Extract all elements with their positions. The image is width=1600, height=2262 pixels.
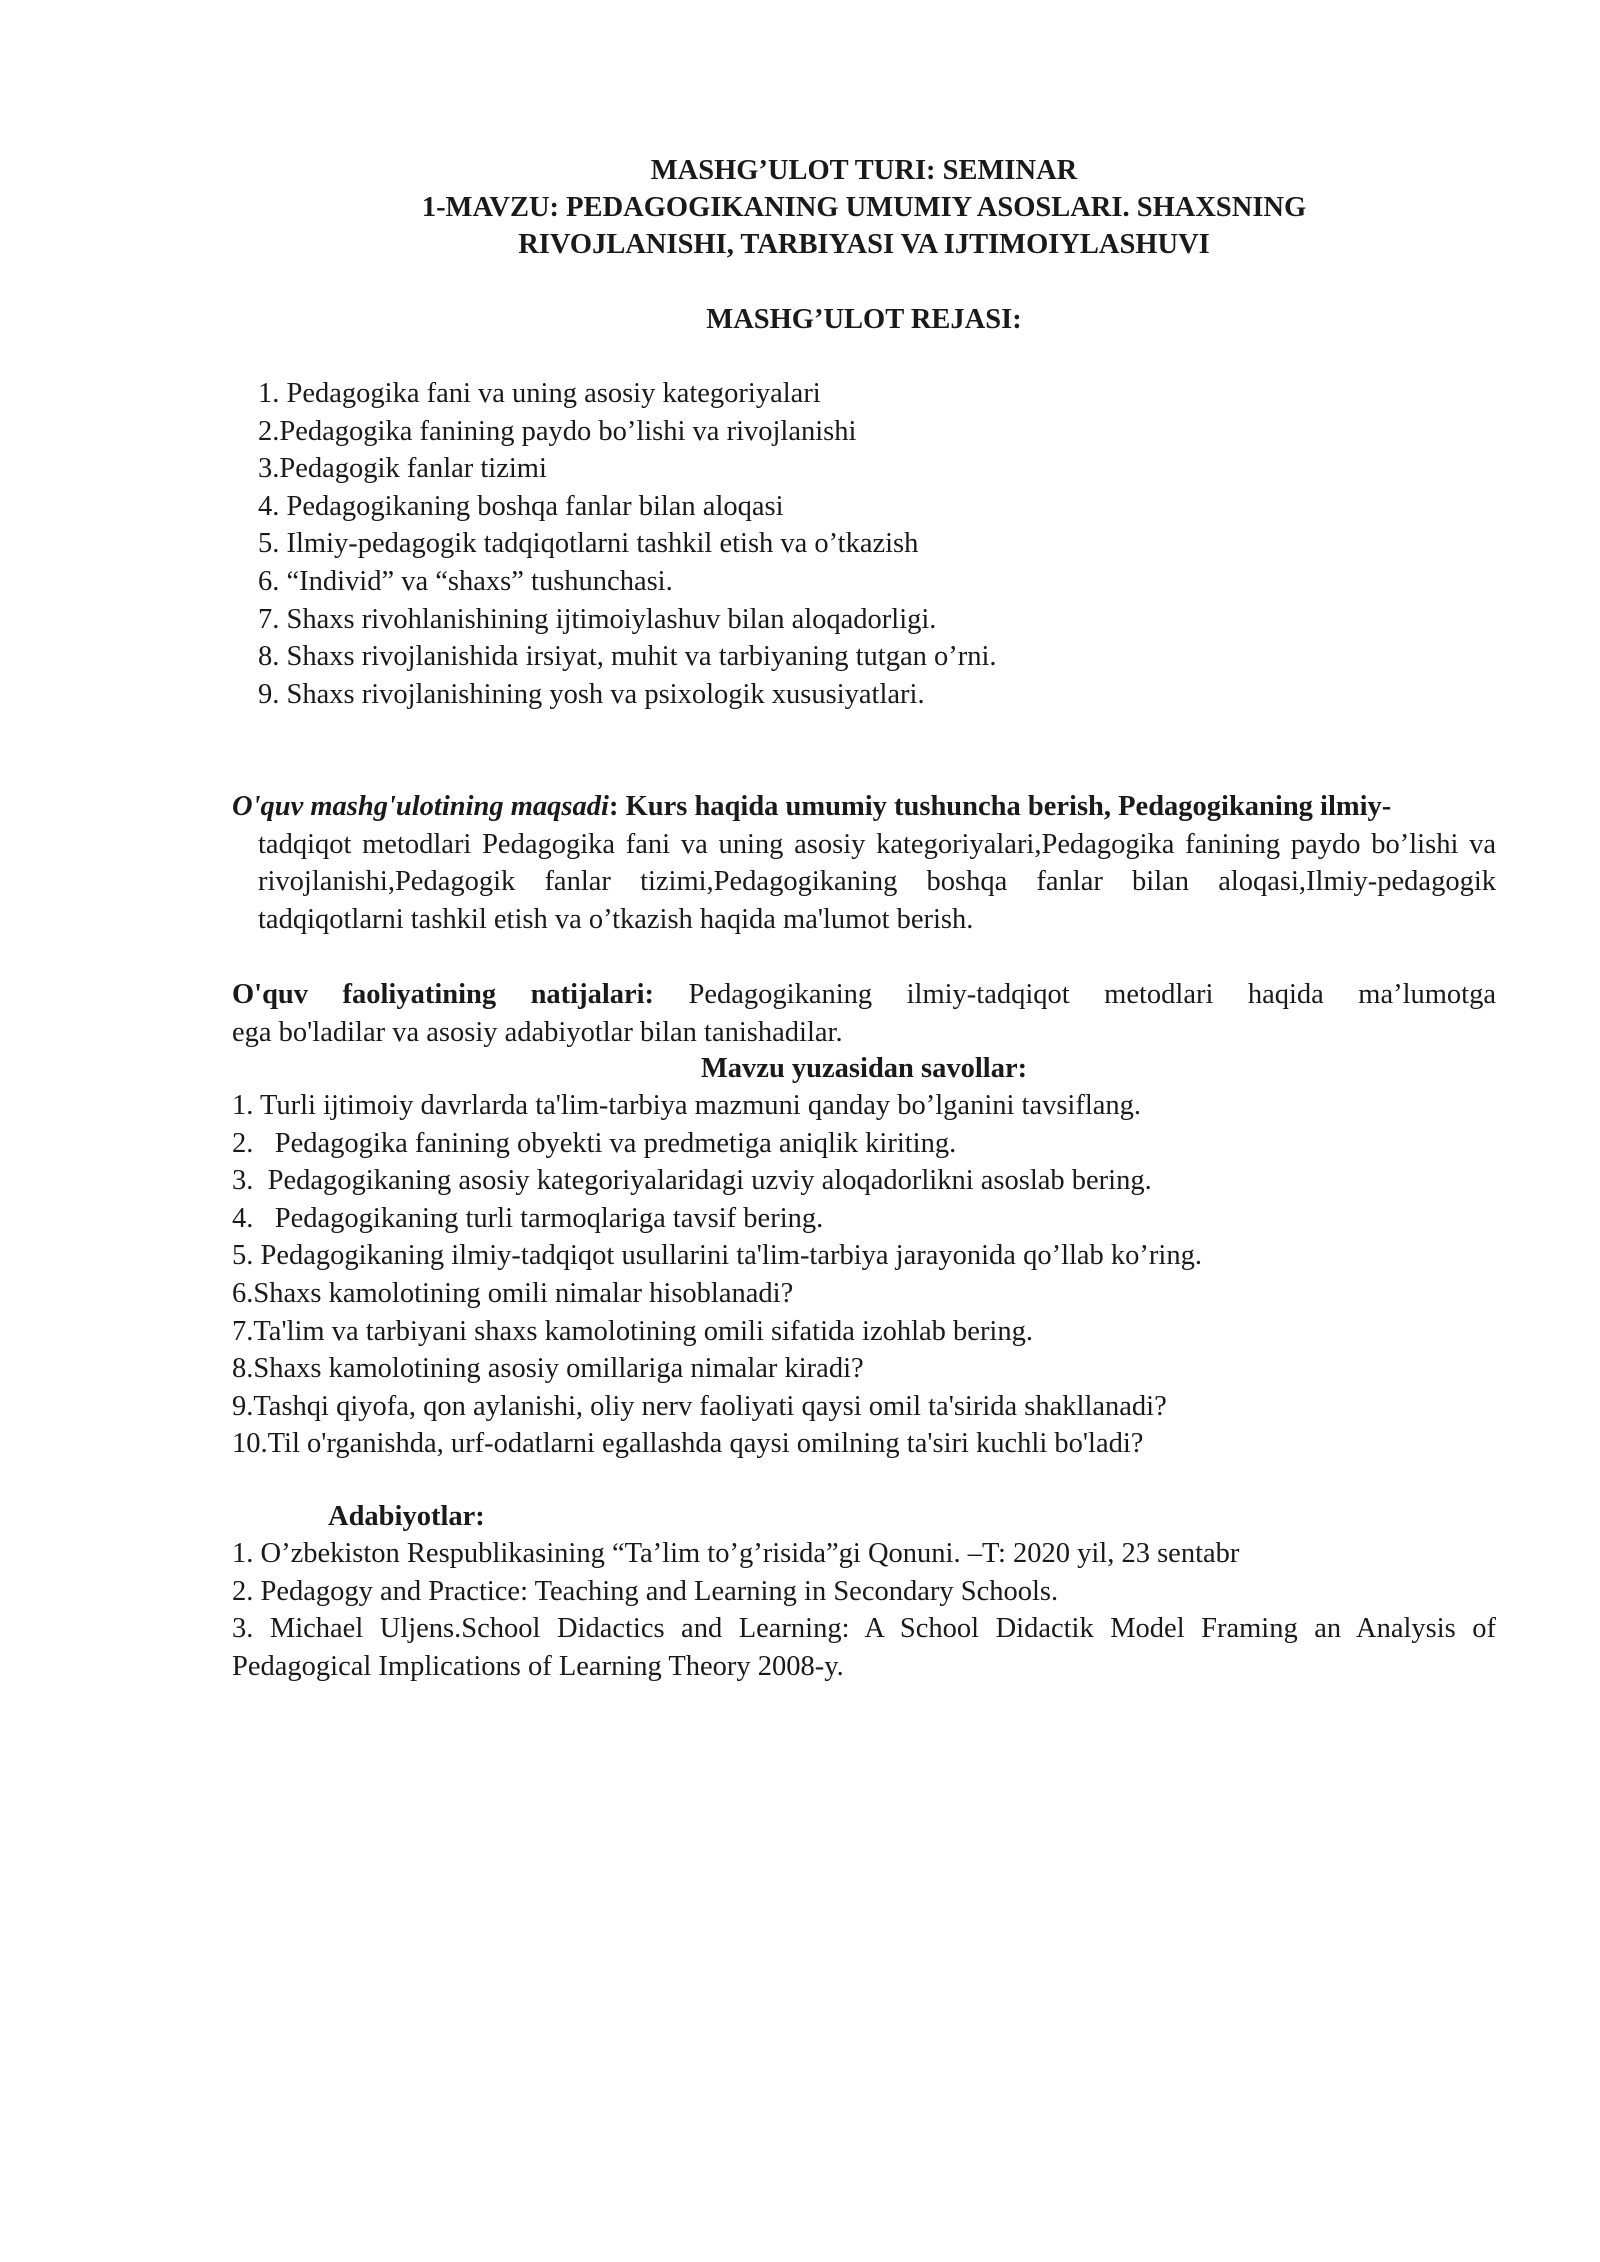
literature-item: 2. Pedagogy and Practice: Teaching and Learning in Secondary Schools.	[232, 1575, 1059, 1607]
goal-label: O'quv mashg'ulotining maqsadi	[232, 791, 609, 822]
literature-item: 3. Michael Uljens.School Didactics and Learning: A School Didactik Model Framing an Analysis of Pedagogical Implications of Learning Theory 2008-y.	[232, 1613, 1496, 1682]
plan-heading: MASHG’ULOT REJASI:	[706, 304, 1022, 335]
title-line-3: RIVOJLANISHI, TARBIYASI VA IJTIMOIYLASHUVI	[518, 229, 1210, 260]
goal-heading-paragraph	[232, 788, 1496, 826]
plan-item: 4. Pedagogikaning boshqa fanlar bilan aloqasi	[258, 490, 784, 522]
results-line-2: ega bo'ladilar va asosiy adabiyotlar bilan tanishadilar.	[232, 1016, 843, 1048]
plan-item: 6. “Individ” va “shaxs” tushunchasi.	[258, 565, 673, 597]
literature-list	[232, 1535, 1496, 1685]
plan-item: 1. Pedagogika fani va uning asosiy kategoriyalari	[258, 378, 821, 409]
questions-list	[232, 1087, 1202, 1463]
question-item: 7.Ta'lim va tarbiyani shaxs kamolotining omili sifatida izohlab bering.	[232, 1315, 1033, 1347]
questions-heading: Mavzu yuzasidan savollar:	[700, 1053, 1028, 1084]
question-item: 10.Til o'rganishda, urf-odatlarni egallashda qaysi omilning ta'siri kuchli bo'ladi?	[232, 1428, 1144, 1460]
question-item: 9.Tashqi qiyofa, qon aylanishi, oliy nerv faoliyati qaysi omil ta'sirida shakllanadi?	[232, 1390, 1167, 1422]
title-line-2: 1-MAVZU: PEDAGOGIKANING UMUMIY ASOSLARI. SHAXSNING	[421, 192, 1307, 223]
results-line-1	[232, 976, 1496, 1014]
plan-list	[258, 375, 997, 713]
plan-item: 9. Shaxs rivojlanishining yosh va psixologik xususiyatlari.	[258, 678, 925, 710]
question-item: 5. Pedagogikaning ilmiy-tadqiqot usullarini ta'lim-tarbiya jarayonida qo’llab ko’ring.	[232, 1240, 1202, 1272]
results-section	[232, 976, 1496, 1051]
question-item: 3. Pedagogikaning asosiy kategoriyalaridagi uzviy aloqadorlikni asoslab bering.	[232, 1165, 1152, 1197]
goal-bold-text: Kurs haqida umumiy tushuncha berish, Pedagogikaning ilmiy-	[618, 791, 1392, 822]
question-item: 1. Turli ijtimoiy davrlarda ta'lim-tarbiya mazmuni qanday bo’lganini tavsiflang.	[232, 1090, 1142, 1121]
document-title	[232, 152, 1496, 263]
plan-item: 7. Shaxs rivohlanishining ijtimoiylashuv bilan aloqadorligi.	[258, 603, 937, 635]
goal-colon: :	[608, 791, 619, 822]
goal-section	[232, 788, 1496, 938]
results-text-1: Pedagogikaning ilmiy-tadqiqot metodlari haqida ma’lumotga	[654, 979, 1496, 1010]
results-label: O'quv faoliyatining natijalari:	[232, 979, 655, 1010]
goal-body: tadqiqot metodlari Pedagogika fani va uning asosiy kategoriyalari,Pedagogika fanining paydo bo’lishi va rivojlanishi,Pedagogik fanlar tizimi,Pedagogikaning boshqa fanlar bilan aloqasi,Ilmiy-pedagogik tadqiqotlarni tashkil etish va o’tkazish haqida ma'lumot berish.	[258, 828, 1496, 935]
question-item: 2. Pedagogika fanining obyekti va predmetiga aniqlik kiriting.	[232, 1127, 957, 1159]
plan-item: 3.Pedagogik fanlar tizimi	[258, 453, 547, 485]
literature-heading: Adabiyotlar:	[328, 1501, 485, 1532]
title-line-1: MASHG’ULOT TURI: SEMINAR	[650, 155, 1078, 186]
plan-item: 5. Ilmiy-pedagogik tadqiqotlarni tashkil etish va o’tkazish	[258, 528, 919, 560]
literature-item: 1. O’zbekiston Respublikasining “Ta’lim to’g’risida”gi Qonuni. –T: 2020 yil, 23 sentabr	[232, 1538, 1240, 1569]
question-item: 4. Pedagogikaning turli tarmoqlariga tavsif bering.	[232, 1202, 824, 1234]
plan-item: 8. Shaxs rivojlanishida irsiyat, muhit va tarbiyaning tutgan o’rni.	[258, 641, 997, 673]
plan-item: 2.Pedagogika fanining paydo bo’lishi va rivojlanishi	[258, 415, 857, 447]
question-item: 6.Shaxs kamolotining omili nimalar hisoblanadi?	[232, 1277, 794, 1309]
question-item: 8.Shaxs kamolotining asosiy omillariga nimalar kiradi?	[232, 1353, 864, 1385]
